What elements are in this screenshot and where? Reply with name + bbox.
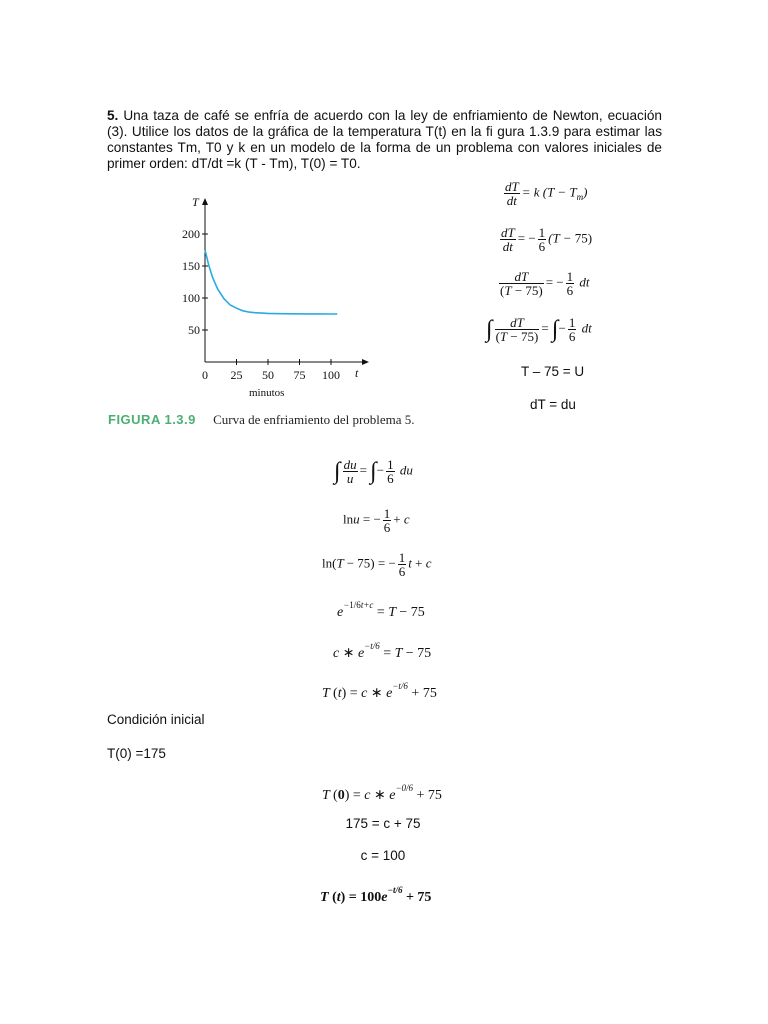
substitution-text: T – 75 = U <box>521 364 585 379</box>
y-tick-label: 50 <box>188 323 200 337</box>
equation-t0: T (0) = c ∗ $e^{-0/6} + 75$ <box>322 783 442 803</box>
equation-general-solution: T (t) = c ∗ $e^{-t/6} + 75$ <box>322 681 437 701</box>
x-axis-arrow <box>362 359 369 365</box>
y-axis-arrow <box>202 198 208 205</box>
x-axis-title: minutos <box>249 387 285 399</box>
equation-exponential: $e^{-1/6t+c} = T - 75$ <box>337 600 425 620</box>
chart-lines <box>205 250 337 314</box>
problem-number: 5. <box>107 108 119 123</box>
initial-condition-label: Condición inicial <box>107 712 205 727</box>
x-tick-label: 100 <box>322 368 340 382</box>
x-axis-label: t <box>355 366 359 380</box>
x-tick-label: 75 <box>293 368 306 382</box>
y-tick-label: 200 <box>182 227 200 241</box>
chart-axes <box>192 195 369 399</box>
equation-c-step2: c = 100 <box>360 848 406 863</box>
y-tick-label: 100 <box>182 291 200 305</box>
equation-c-step1: 175 = c + 75 <box>345 816 421 831</box>
equation-model: $\frac{dT}{dt}$ = k $(T - T_m)$ <box>505 179 588 208</box>
equation-integrated: ∫ $\frac{dT}{(T - 75)}$ = ∫− $\frac{1}{6}$ dt <box>486 315 592 344</box>
x-tick-label: 25 <box>230 368 243 382</box>
problem-text: Una taza de café se enfría de acuerdo con la ley de enfriamiento de Newton, ecuación (3). Utilice los datos de la gráfica de la temperatura T(t) en la fi gura 1.3.9 para estimar las constantes Tm, T0 y k en un modelo de la forma de un problema con valores iniciales de primer orden: dT/dt =k (T - Tm), T(0) = T0. <box>107 108 662 171</box>
equation-model-k: $\frac{dT}{dt}$ = − $\frac{1}{6}$ (T − 75) <box>501 225 593 254</box>
equation-ln-t: ln(T − 75) = − $\frac{1}{6}$ t + c <box>322 550 432 579</box>
x-tick-label: 0 <box>202 368 208 382</box>
y-axis-label: T <box>192 195 199 209</box>
cooling-curve-chart <box>170 190 470 405</box>
figure-label: FIGURA 1.3.9 <box>108 412 196 427</box>
problem-statement <box>107 108 662 172</box>
initial-condition-value: T(0) =175 <box>107 746 166 761</box>
figure-caption <box>108 412 415 428</box>
cooling-curve-line <box>205 250 337 314</box>
equation-separated: $\frac{dT}{(T - 75)}$ = − $\frac{1}{6}$ dt <box>500 269 590 298</box>
y-tick-label: 150 <box>182 259 200 273</box>
x-tick-label: 50 <box>262 368 274 382</box>
equation-final-solution: T $(t) = 100e^{-t/6} + 75$ <box>320 885 432 905</box>
equation-c-exp: c ∗ $e^{-t/6} = T - 75$ <box>333 641 432 661</box>
differential-text: dT = du <box>530 397 576 412</box>
equation-u-integral: ∫ $\frac{du}{u}$ = ∫− $\frac{1}{6}$ du <box>334 457 413 486</box>
equation-ln-u: lnu = − $\frac{1}{6}$ + c <box>343 506 410 535</box>
figure-caption-text: Curva de enfriamiento del problema 5. <box>213 412 415 427</box>
